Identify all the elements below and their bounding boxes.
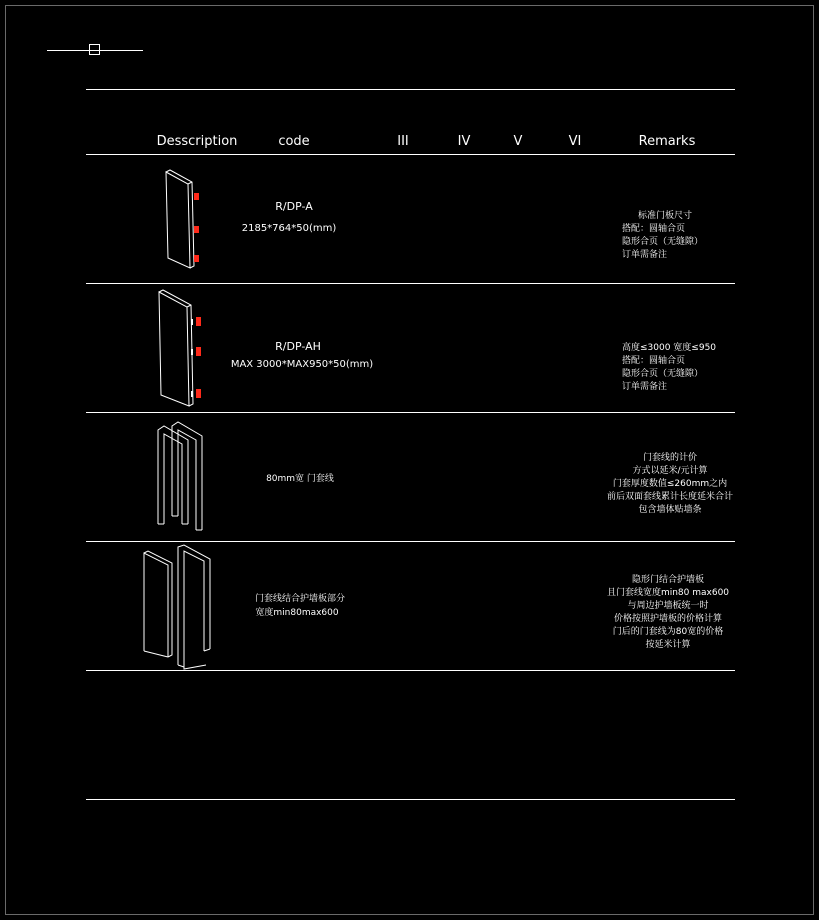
remark-line: 方式以延米/元计算 — [632, 466, 708, 476]
table-bottom-rule — [86, 799, 735, 800]
header-col-vi: VI — [568, 134, 582, 149]
header-code: code — [278, 134, 310, 149]
row-rule-1 — [86, 283, 735, 284]
remark-line: 包含墙体贴墙条 — [638, 505, 702, 515]
table-top-rule — [86, 89, 735, 90]
row3-code: 80mm宽 门套线 — [266, 474, 334, 484]
remark-line: 订单需备注 — [622, 250, 668, 260]
row3-remarks — [607, 452, 733, 517]
remark-line: 按延米计算 — [645, 640, 691, 650]
row4-width: 宽度min80max600 — [255, 608, 339, 618]
header-col-iii: III — [397, 134, 409, 149]
header-col-v: V — [513, 134, 523, 149]
row-rule-2 — [86, 412, 735, 413]
row1-dimensions: 2185*764*50(mm) — [241, 223, 337, 234]
door-panel-r-dp-a-drawing — [160, 168, 205, 273]
remark-line: 隐形合页（无缝隙） — [622, 369, 704, 379]
remark-line: 前后双面套线累计长度延米合计 — [606, 492, 734, 502]
door-casing-with-wall-panel-drawing — [140, 545, 214, 670]
row4-code: 门套线结合护墙板部分 — [254, 594, 346, 604]
remark-line: 订单需备注 — [622, 382, 668, 392]
remark-line: 与周边护墙板统一时 — [627, 601, 709, 611]
remark-line: 隐形合页（无缝隙） — [622, 237, 704, 247]
row4-remarks — [607, 574, 729, 652]
remark-line: 搭配：圆轴合页 — [622, 356, 686, 366]
row1-remarks — [622, 210, 703, 262]
row1-code: R/DP-A — [275, 200, 313, 213]
header-rule — [86, 154, 735, 155]
header-col-iv: IV — [457, 134, 471, 149]
remark-line: 隐形门结合护墙板 — [631, 575, 705, 585]
row-rule-3 — [86, 541, 735, 542]
remark-line: 且门套线宽度min80 max600 — [606, 588, 730, 598]
row2-dimensions: MAX 3000*MAX950*50(mm) — [230, 359, 374, 370]
remark-line: 价格按照护墙板的价格计算 — [613, 614, 723, 624]
door-panel-r-dp-ah-drawing — [155, 287, 207, 409]
header-description: Desscription — [156, 134, 238, 149]
remark-line: 搭配：圆轴合页 — [622, 224, 686, 234]
door-casing-80mm-drawing — [154, 420, 210, 532]
row-rule-4 — [86, 670, 735, 671]
row2-code: R/DP-AH — [275, 340, 321, 353]
remark-line: 门后的门套线为80宽的价格 — [612, 627, 724, 637]
remark-line: 标准门板尺寸 — [638, 211, 693, 221]
cad-cursor-pickbox — [89, 44, 100, 55]
remark-line: 高度≤3000 宽度≤950 — [622, 343, 717, 353]
remark-line: 门套厚度数值≤260mm之内 — [612, 479, 728, 489]
remark-line: 门套线的计价 — [642, 453, 698, 463]
row2-remarks — [622, 342, 716, 394]
header-remarks: Remarks — [638, 134, 696, 149]
